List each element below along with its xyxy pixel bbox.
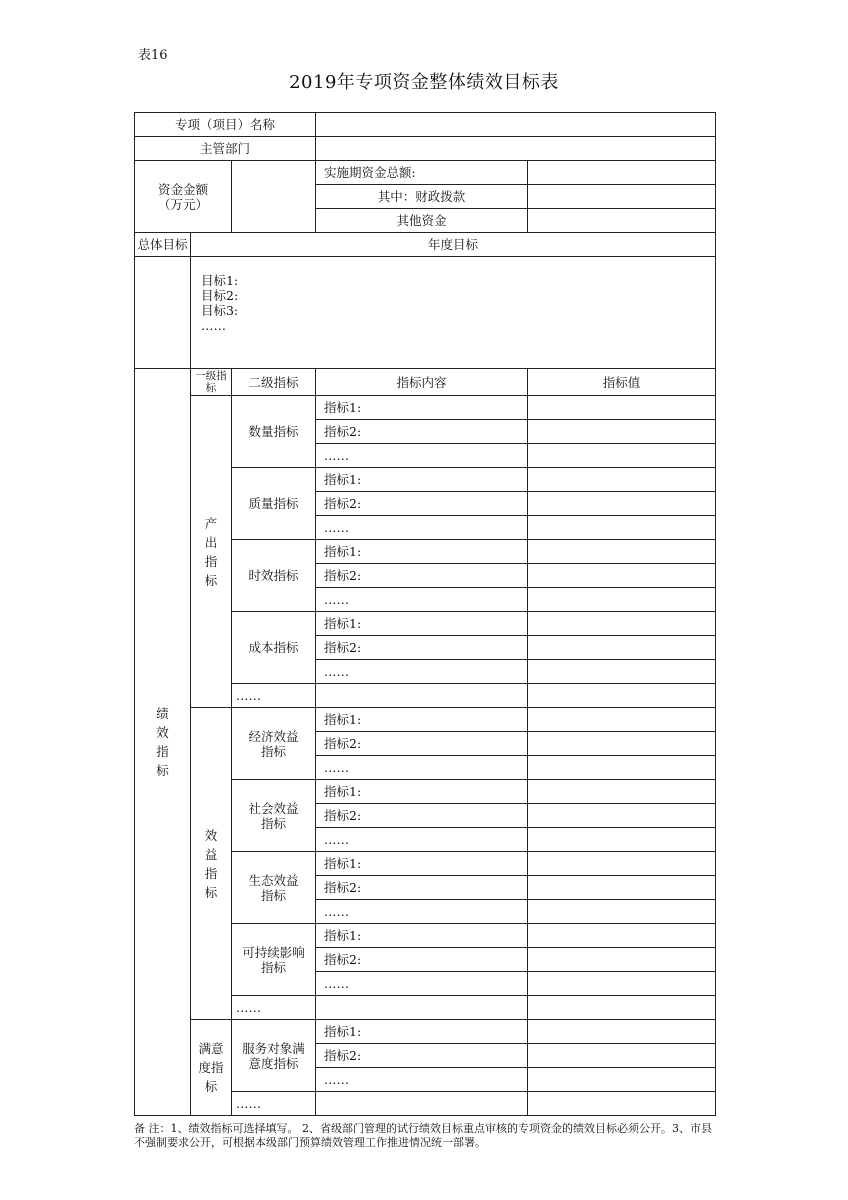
indicator-cell[interactable]: …… — [316, 444, 528, 468]
effect-indicator-label: 效益指标 — [191, 708, 232, 1020]
value-cell[interactable] — [528, 396, 716, 420]
value-cell[interactable] — [528, 420, 716, 444]
department-value[interactable] — [316, 137, 716, 161]
value-header: 指标值 — [528, 369, 716, 396]
value-cell[interactable] — [528, 876, 716, 900]
value-cell[interactable] — [528, 828, 716, 852]
value-cell[interactable] — [528, 756, 716, 780]
indicator-cell[interactable]: …… — [316, 900, 528, 924]
fiscal-fund-label: 其中：财政拨款 — [316, 185, 528, 209]
indicator-cell[interactable]: 指标1: — [316, 468, 528, 492]
annual-goal-label: 年度目标 — [191, 233, 716, 257]
indicator-cell[interactable]: 指标2: — [316, 636, 528, 660]
fund-amount-label: 资金金额 （万元） — [135, 161, 232, 233]
perf-indicator-label: 绩效指标 — [135, 369, 191, 1116]
economic-label: 经济效益指标 — [232, 708, 316, 780]
indicator-cell[interactable]: …… — [316, 660, 528, 684]
indicator-cell[interactable] — [316, 996, 528, 1020]
value-cell[interactable] — [528, 1044, 716, 1068]
indicator-cell[interactable]: 指标1: — [316, 1020, 528, 1044]
indicator-cell[interactable]: 指标1: — [316, 708, 528, 732]
document-title: 2019年专项资金整体绩效目标表 — [289, 72, 559, 93]
indicator-cell[interactable]: 指标2: — [316, 732, 528, 756]
indicator-cell[interactable]: 指标1: — [316, 924, 528, 948]
value-cell[interactable] — [528, 684, 716, 708]
value-cell[interactable] — [528, 780, 716, 804]
indicator-cell[interactable]: 指标1: — [316, 540, 528, 564]
total-fund-value[interactable] — [528, 161, 716, 185]
value-cell[interactable] — [528, 444, 716, 468]
value-cell[interactable] — [528, 540, 716, 564]
project-name-label: 专项（项目）名称 — [135, 113, 316, 137]
goal-2: 目标2: — [201, 288, 239, 303]
value-cell[interactable] — [528, 1020, 716, 1044]
other-fund-label: 其他资金 — [316, 209, 528, 233]
indicator-cell[interactable]: 指标1: — [316, 396, 528, 420]
value-cell[interactable] — [528, 708, 716, 732]
fiscal-fund-value[interactable] — [528, 185, 716, 209]
value-cell[interactable] — [528, 996, 716, 1020]
quality-label: 质量指标 — [232, 468, 316, 540]
content-header: 指标内容 — [316, 369, 528, 396]
indicator-cell[interactable]: 指标2: — [316, 948, 528, 972]
table-number: 表16 — [138, 48, 168, 63]
indicator-cell[interactable]: …… — [316, 828, 528, 852]
indicator-cell[interactable]: …… — [316, 756, 528, 780]
value-cell[interactable] — [528, 1092, 716, 1116]
satisfaction-more-cell[interactable]: …… — [232, 1092, 316, 1116]
total-fund-label: 实施期资金总额: — [316, 161, 528, 185]
goal-3: 目标3: — [201, 303, 239, 318]
value-cell[interactable] — [528, 516, 716, 540]
value-cell[interactable] — [528, 612, 716, 636]
indicator-cell[interactable]: …… — [316, 516, 528, 540]
timeliness-label: 时效指标 — [232, 540, 316, 612]
other-fund-value[interactable] — [528, 209, 716, 233]
value-cell[interactable] — [528, 732, 716, 756]
value-cell[interactable] — [528, 1068, 716, 1092]
value-cell[interactable] — [528, 924, 716, 948]
indicator-cell[interactable]: 指标2: — [316, 876, 528, 900]
social-label: 社会效益指标 — [232, 780, 316, 852]
satisfaction-indicator-label: 满意度指标 — [191, 1020, 232, 1116]
overall-goal-label: 总体目标 — [135, 233, 191, 257]
sustainable-label: 可持续影响指标 — [232, 924, 316, 996]
level1-header: 一级指标 — [191, 369, 232, 396]
goal-ellipsis: …… — [201, 318, 226, 333]
indicator-cell[interactable]: 指标1: — [316, 612, 528, 636]
project-name-value[interactable] — [316, 113, 716, 137]
indicator-cell[interactable]: 指标2: — [316, 1044, 528, 1068]
indicator-cell[interactable]: 指标1: — [316, 852, 528, 876]
output-more-cell[interactable]: …… — [232, 684, 316, 708]
footnote: 备 注：1、绩效指标可选择填写。 2、省级部门管理的试行绩效目标重点审核的专项资金的绩效目标必须公开。3、市县不强制要求公开，可根据本级部门预算绩效管理工作推进情况统一部署。 — [134, 1122, 712, 1149]
indicator-cell[interactable]: 指标1: — [316, 780, 528, 804]
service-satisfaction-label: 服务对象满意度指标 — [232, 1020, 316, 1092]
indicator-cell[interactable]: 指标2: — [316, 420, 528, 444]
value-cell[interactable] — [528, 492, 716, 516]
overall-goal-blank — [135, 257, 191, 369]
indicator-cell[interactable] — [316, 684, 528, 708]
indicator-cell[interactable] — [316, 1092, 528, 1116]
indicator-cell[interactable]: …… — [316, 972, 528, 996]
output-indicator-label: 产出指标 — [191, 396, 232, 708]
ecological-label: 生态效益指标 — [232, 852, 316, 924]
value-cell[interactable] — [528, 972, 716, 996]
performance-goal-table — [134, 112, 716, 1116]
value-cell[interactable] — [528, 636, 716, 660]
fund-amount-blank — [232, 161, 316, 233]
effect-more-cell[interactable]: …… — [232, 996, 316, 1020]
value-cell[interactable] — [528, 468, 716, 492]
value-cell[interactable] — [528, 564, 716, 588]
value-cell[interactable] — [528, 588, 716, 612]
indicator-cell[interactable]: 指标2: — [316, 564, 528, 588]
indicator-cell[interactable]: …… — [316, 1068, 528, 1092]
indicator-cell[interactable]: 指标2: — [316, 804, 528, 828]
value-cell[interactable] — [528, 660, 716, 684]
annual-goal-list[interactable] — [191, 257, 716, 369]
department-label: 主管部门 — [135, 137, 316, 161]
value-cell[interactable] — [528, 900, 716, 924]
value-cell[interactable] — [528, 948, 716, 972]
value-cell[interactable] — [528, 804, 716, 828]
indicator-cell[interactable]: 指标2: — [316, 492, 528, 516]
level2-header: 二级指标 — [232, 369, 316, 396]
goal-1: 目标1: — [201, 273, 239, 288]
cost-label: 成本指标 — [232, 612, 316, 684]
quantity-label: 数量指标 — [232, 396, 316, 468]
value-cell[interactable] — [528, 852, 716, 876]
indicator-cell[interactable]: …… — [316, 588, 528, 612]
